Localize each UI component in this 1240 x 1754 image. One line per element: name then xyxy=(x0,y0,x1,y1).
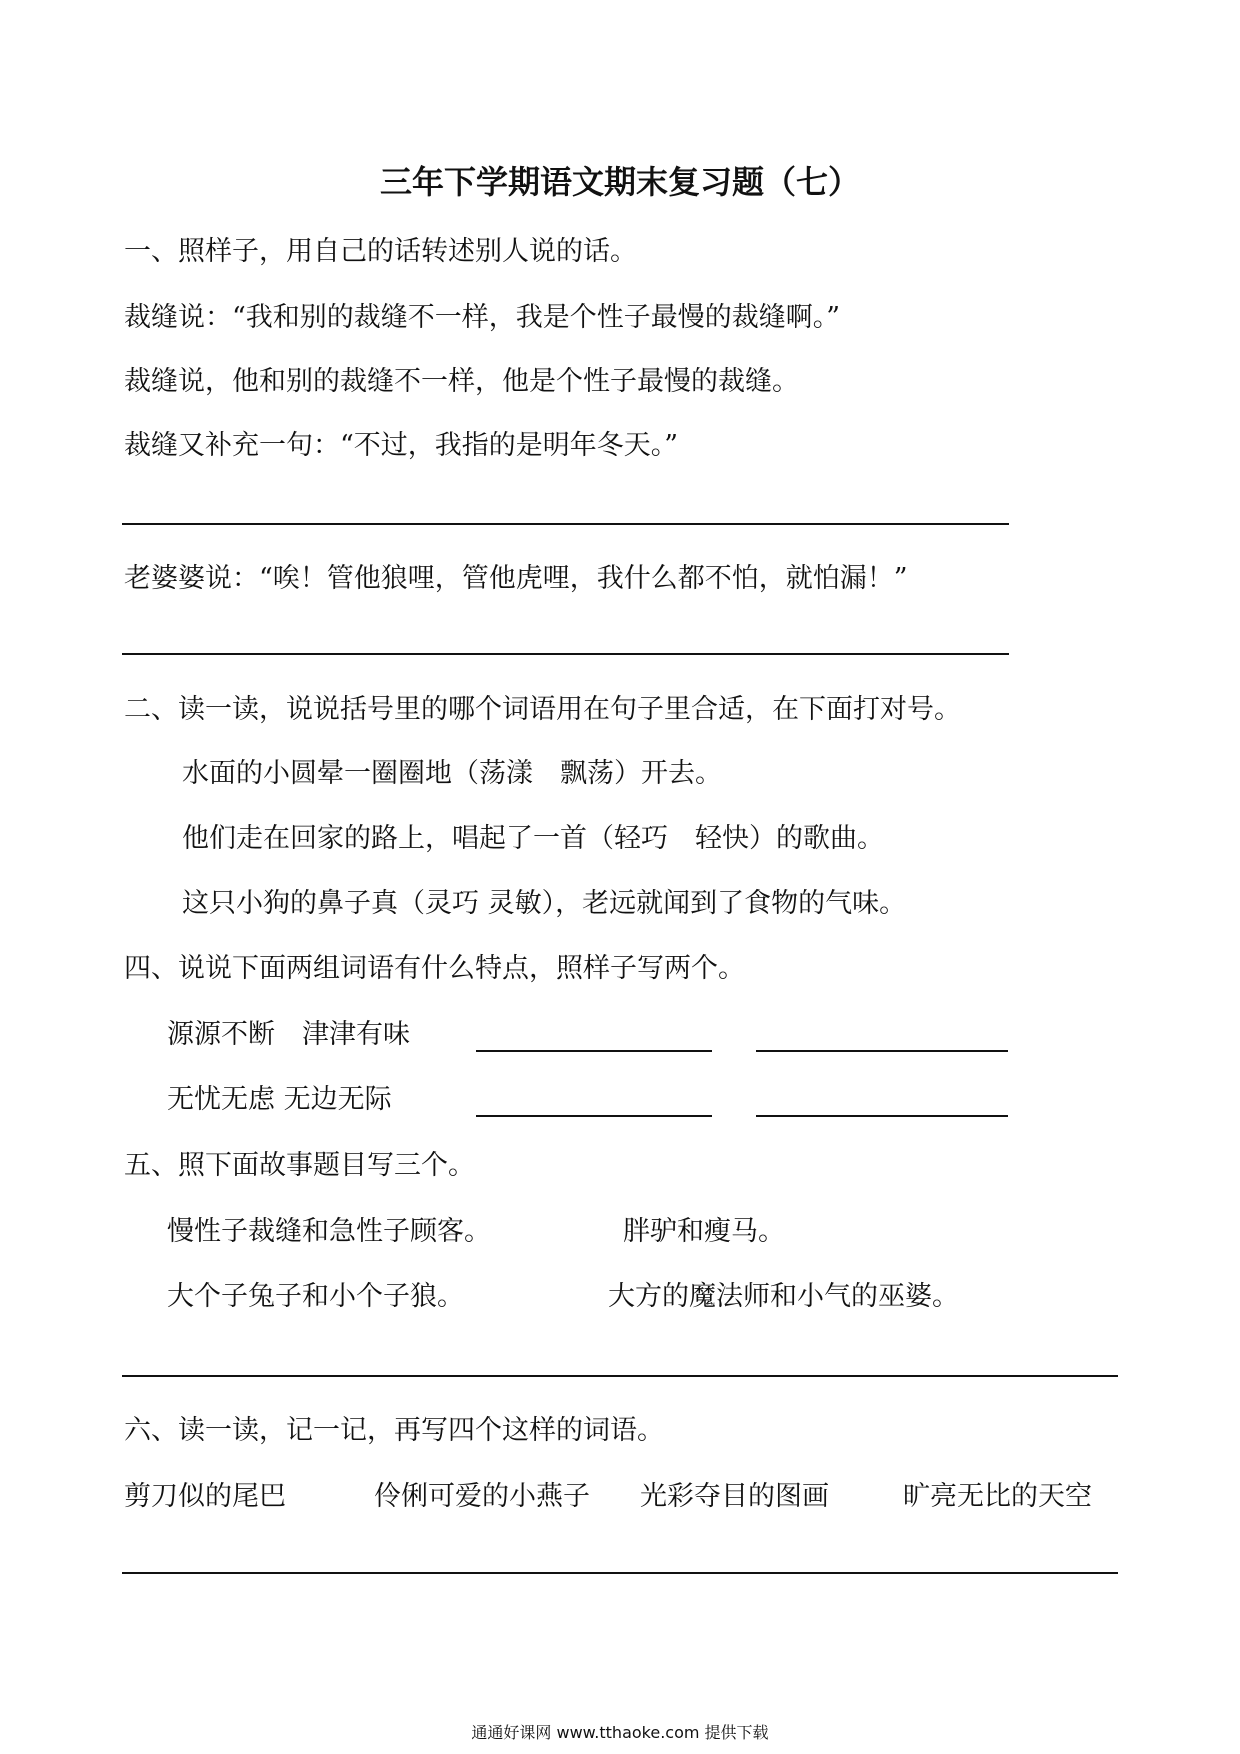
q6-heading: 六、读一读，记一记，再写四个这样的词语。 xyxy=(124,1415,664,1446)
q2-heading: 二、读一读，说说括号里的哪个词语用在句子里合适，在下面打对号。 xyxy=(124,694,961,725)
answer-line-q4-row1-b[interactable] xyxy=(756,1050,1008,1052)
q1-item1: 裁缝又补充一句：“不过，我指的是明年冬天。” xyxy=(124,430,679,461)
q5-heading: 五、照下面故事题目写三个。 xyxy=(124,1150,475,1181)
q1-example-direct: 裁缝说：“我和别的裁缝不一样，我是个性子最慢的裁缝啊。” xyxy=(124,302,841,333)
q4-row1-words: 源源不断 津津有味 xyxy=(167,1019,410,1050)
q2-sentence3: 这只小狗的鼻子真（灵巧 灵敏），老远就闻到了食物的气味。 xyxy=(182,888,907,919)
q6-word1: 剪刀似的尾巴 xyxy=(124,1481,286,1512)
q5-title4: 大方的魔法师和小气的巫婆。 xyxy=(608,1281,959,1312)
q5-title1: 慢性子裁缝和急性子顾客。 xyxy=(167,1216,491,1247)
q2-sentence2: 他们走在回家的路上，唱起了一首（轻巧 轻快）的歌曲。 xyxy=(182,823,884,854)
answer-line-q1-item2[interactable] xyxy=(122,653,1009,655)
q6-word3: 光彩夺目的图画 xyxy=(640,1481,829,1512)
answer-line-q4-row1-a[interactable] xyxy=(476,1050,712,1052)
q1-heading: 一、照样子，用自己的话转述别人说的话。 xyxy=(124,236,637,267)
q4-row2-words: 无忧无虑 无边无际 xyxy=(167,1084,392,1115)
answer-line-q4-row2-a[interactable] xyxy=(476,1115,712,1117)
answer-line-q4-row2-b[interactable] xyxy=(756,1115,1008,1117)
answer-line-q5[interactable] xyxy=(122,1375,1118,1377)
footer-source: 通通好课网 www.tthaoke.com 提供下载 xyxy=(471,1723,769,1742)
q1-example-indirect: 裁缝说，他和别的裁缝不一样，他是个性子最慢的裁缝。 xyxy=(124,366,799,397)
q6-word2: 伶俐可爱的小燕子 xyxy=(374,1481,590,1512)
q5-title2: 胖驴和瘦马。 xyxy=(623,1216,785,1247)
answer-line-q1-item1[interactable] xyxy=(122,523,1009,525)
answer-line-q6[interactable] xyxy=(122,1572,1118,1574)
q2-sentence1: 水面的小圆晕一圈圈地（荡漾 飘荡）开去。 xyxy=(182,758,722,789)
q5-title3: 大个子兔子和小个子狼。 xyxy=(167,1281,464,1312)
q6-word4: 旷亮无比的天空 xyxy=(903,1481,1092,1512)
q1-item2: 老婆婆说：“唉！管他狼哩，管他虎哩，我什么都不怕，就怕漏！” xyxy=(124,563,908,594)
q4-heading: 四、说说下面两组词语有什么特点，照样子写两个。 xyxy=(124,953,745,984)
page-title: 三年下学期语文期末复习题（七） xyxy=(379,163,860,201)
